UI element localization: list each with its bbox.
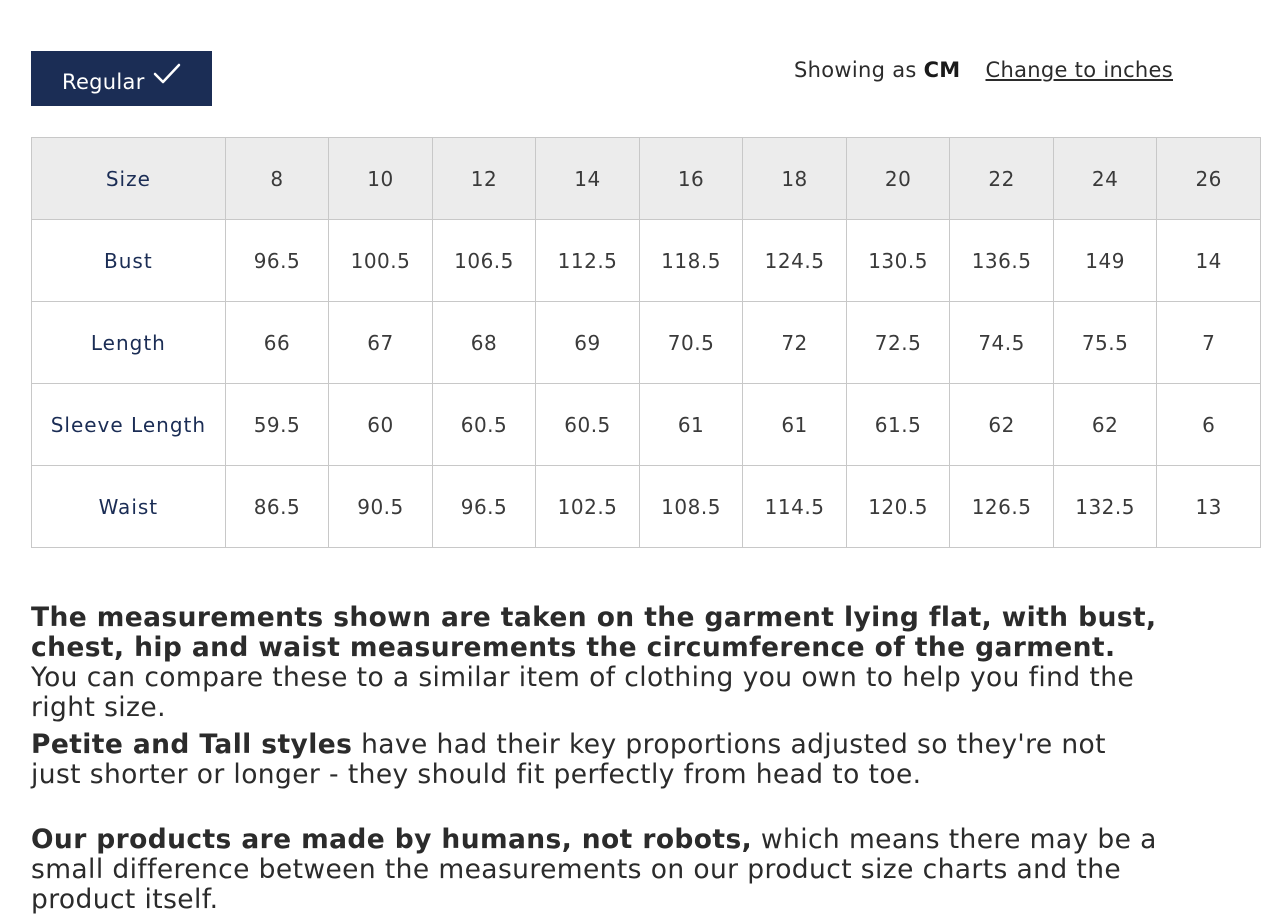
fit-label: Regular <box>62 69 145 94</box>
measurement-value: 62 <box>1053 384 1157 466</box>
measurement-value: 61.5 <box>846 384 950 466</box>
size-header-label: Size <box>32 138 226 220</box>
measurement-value: 70.5 <box>639 302 743 384</box>
measurement-value: 120.5 <box>846 466 950 548</box>
size-header-cell: 12 <box>432 138 536 220</box>
measurement-row <box>32 466 1261 548</box>
measurement-value: 6 <box>1157 384 1261 466</box>
measurement-value: 14 <box>1157 220 1261 302</box>
note-petite-tall <box>31 730 1161 790</box>
measurement-value: 96.5 <box>225 220 329 302</box>
note-handmade <box>31 825 1161 915</box>
measurement-value: 126.5 <box>950 466 1054 548</box>
measurement-label: Length <box>32 302 226 384</box>
unit-toggle <box>794 58 1173 82</box>
measurement-row <box>32 302 1261 384</box>
size-header-cell: 14 <box>536 138 640 220</box>
measurement-value: 59.5 <box>225 384 329 466</box>
measurement-value: 60.5 <box>536 384 640 466</box>
measurement-value: 108.5 <box>639 466 743 548</box>
size-header-cell: 20 <box>846 138 950 220</box>
measurement-value: 96.5 <box>432 466 536 548</box>
note-petite-tall-bold: Petite and Tall styles <box>31 729 353 760</box>
note-handmade-bold: Our products are made by humans, not robots, <box>31 824 753 855</box>
measurement-value: 136.5 <box>950 220 1054 302</box>
measurement-label: Bust <box>32 220 226 302</box>
measurement-value: 74.5 <box>950 302 1054 384</box>
measurement-value: 66 <box>225 302 329 384</box>
measurement-value: 149 <box>1053 220 1157 302</box>
measurement-value: 132.5 <box>1053 466 1157 548</box>
fit-regular-button[interactable] <box>31 51 212 106</box>
measurement-value: 62 <box>950 384 1054 466</box>
note-handmade-text: which means there may be a small difference between the measurements on our product size charts and the product itself. <box>31 824 1157 915</box>
measurement-value: 90.5 <box>329 466 433 548</box>
measurement-value: 112.5 <box>536 220 640 302</box>
size-header-cell: 10 <box>329 138 433 220</box>
measurement-value: 7 <box>1157 302 1261 384</box>
measurement-label: Waist <box>32 466 226 548</box>
size-header-cell: 26 <box>1157 138 1261 220</box>
measurement-row <box>32 220 1261 302</box>
note-measurements-text: You can compare these to a similar item of clothing you own to help you find the right size. <box>31 662 1135 723</box>
current-unit: CM <box>923 58 961 82</box>
measurement-value: 102.5 <box>536 466 640 548</box>
measurement-value: 114.5 <box>743 466 847 548</box>
size-header-row <box>32 138 1261 220</box>
measurement-value: 61 <box>639 384 743 466</box>
measurement-value: 68 <box>432 302 536 384</box>
measurement-value: 86.5 <box>225 466 329 548</box>
note-measurements-bold: The measurements shown are taken on the garment lying flat, with bust, chest, hip and waist measurements the circumference of the garment. <box>31 602 1157 663</box>
measurement-value: 60 <box>329 384 433 466</box>
measurement-value: 61 <box>743 384 847 466</box>
measurement-value: 106.5 <box>432 220 536 302</box>
measurement-value: 124.5 <box>743 220 847 302</box>
measurement-value: 118.5 <box>639 220 743 302</box>
change-units-link[interactable]: Change to inches <box>985 58 1173 82</box>
measurement-value: 130.5 <box>846 220 950 302</box>
measurement-value: 60.5 <box>432 384 536 466</box>
size-header-cell: 8 <box>225 138 329 220</box>
note-petite-tall-text: have had their key proportions adjusted so they're not just shorter or longer - they should fit perfectly from head to toe. <box>31 729 1106 790</box>
measurement-value: 75.5 <box>1053 302 1157 384</box>
measurement-value: 69 <box>536 302 640 384</box>
size-header-cell: 18 <box>743 138 847 220</box>
size-chart-table-container[interactable] <box>31 137 1222 558</box>
size-header-cell: 24 <box>1053 138 1157 220</box>
size-header-cell: 22 <box>950 138 1054 220</box>
showing-as-label: Showing as <box>793 58 917 82</box>
size-table-body <box>32 138 1261 548</box>
measurement-value: 13 <box>1157 466 1261 548</box>
measurement-value: 67 <box>329 302 433 384</box>
measurement-row <box>32 384 1261 466</box>
measurement-label: Sleeve Length <box>32 384 226 466</box>
note-measurements <box>31 603 1161 723</box>
measurement-value: 72 <box>743 302 847 384</box>
checkmark-icon <box>153 62 181 86</box>
size-chart-table <box>31 137 1261 548</box>
measurement-value: 72.5 <box>846 302 950 384</box>
measurement-value: 100.5 <box>329 220 433 302</box>
size-header-cell: 16 <box>639 138 743 220</box>
